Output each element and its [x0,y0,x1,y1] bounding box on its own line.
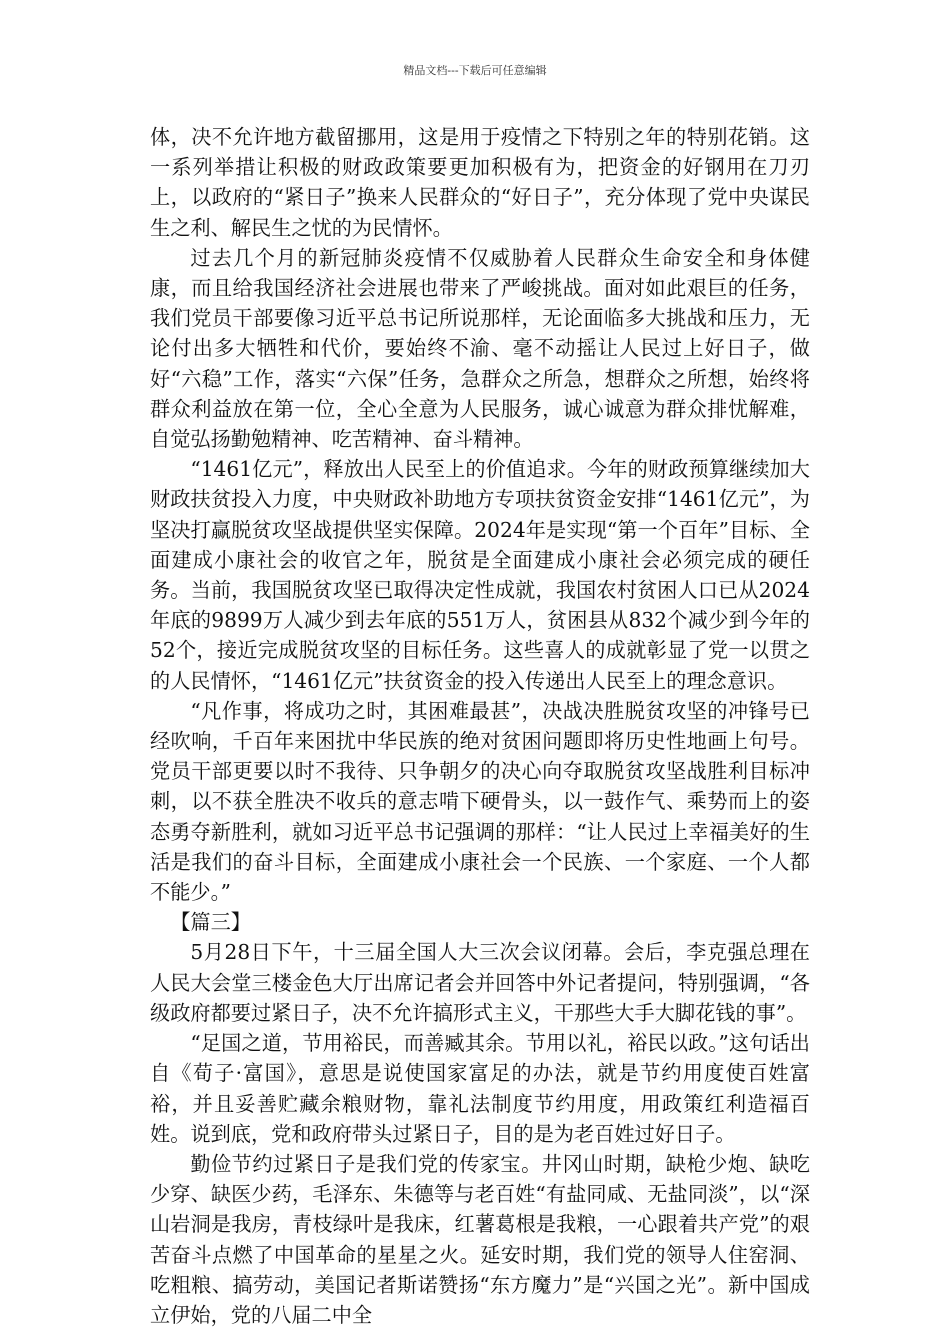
paragraph-7: 勤俭节约过紧日子是我们党的传家宝。井冈山时期，缺枪少炮、缺吃少穿、缺医少药，毛泽东、朱德等与老百姓“有盐同咸、无盐同淡”，以“深山岩洞是我房，青枝绿叶是我床，红薯葛根是我粮，一心跟着共产党”的艰苦奋斗点燃了中国革命的星星之火。延安时期，我们党的领导人住窑洞、吃粗粮、搞劳动，美国记者斯诺赞扬“东方魔力”是“兴国之光”。新中国成立伊始，党的八届二中全 [150,1151,810,1327]
paragraph-2: 过去几个月的新冠肺炎疫情不仅威胁着人民群众生命安全和身体健康，而且给我国经济社会进展也带来了严峻挑战。面对如此艰巨的任务，我们党员干部要像习近平总书记所说那样，无论面临多大挑战和压力，无论付出多大牺牲和代价，要始终不渝、毫不动摇让人民过上好日子，做好“六稳”工作，落实“六保”任务，急群众之所急，想群众之所想，始终将群众利益放在第一位，全心全意为人民服务，诚心诚意为群众排忧解难，自觉弘扬勤勉精神、吃苦精神、奋斗精神。 [150,245,810,452]
section-heading: 【篇三】 [170,910,251,935]
paragraph-1: 体，决不允许地方截留挪用，这是用于疫情之下特别之年的特别花销。这一系列举措让积极的财政政策要更加积极有为，把资金的好钢用在刀刃上，以政府的“紧日子”换来人民群众的“好日子”，充分体现了党中央谋民生之利、解民生之忧的为民情怀。 [150,125,810,240]
paragraph-6: “足国之道，节用裕民，而善臧其余。节用以礼，裕民以政。”这句话出自《荀子·富国》，意思是说使国家富足的办法，就是节约用度使百姓富裕，并且妥善贮藏余粮财物，靠礼法制度节约用度，用政策红利造福百姓。说到底，党和政府带头过紧日子，目的是为老百姓过好日子。 [150,1031,810,1146]
paragraph-5: 5月28日下午，十三届全国人大三次会议闭幕。会后，李克强总理在人民大会堂三楼金色大厅出席记者会并回答中外记者提问，特别强调，“各级政府都要过紧日子，决不允许搞形式主义，干那些大手大脚花钱的事”。 [150,940,810,1025]
page-header: 精品文档---下载后可任意编辑 [403,64,547,77]
paragraph-4: “凡作事，将成功之时，其困难最甚”，决战决胜脱贫攻坚的冲锋号已经吹响，千百年来困扰中华民族的绝对贫困问题即将历史性地画上句号。党员干部更要以时不我待、只争朝夕的决心向夺取脱贫攻坚战胜利目标冲刺，以不获全胜决不收兵的意志啃下硬骨头，以一鼓作气、乘势而上的姿态勇夺新胜利，就如习近平总书记强调的那样：“让人民过上幸福美好的生活是我们的奋斗目标，全面建成小康社会一个民族、一个家庭、一个人都不能少。” [150,698,810,905]
document-body [150,122,810,1330]
paragraph-3: “1461亿元”，释放出人民至上的价值追求。今年的财政预算继续加大财政扶贫投入力度，中央财政补助地方专项扶贫资金安排“1461亿元”，为坚决打赢脱贫攻坚战提供坚实保障。2024年是实现“第一个百年”目标、全面建成小康社会的收官之年，脱贫是全面建成小康社会必须完成的硬任务。当前，我国脱贫攻坚已取得决定性成就，我国农村贫困人口已从2024年底的9899万人减少到去年底的551万人，贫困县从832个减少到今年的52个，接近完成脱贫攻坚的目标任务。这些喜人的成就彰显了党一以贯之的人民情怀，“1461亿元”扶贫资金的投入传递出人民至上的理念意识。 [150,457,810,693]
